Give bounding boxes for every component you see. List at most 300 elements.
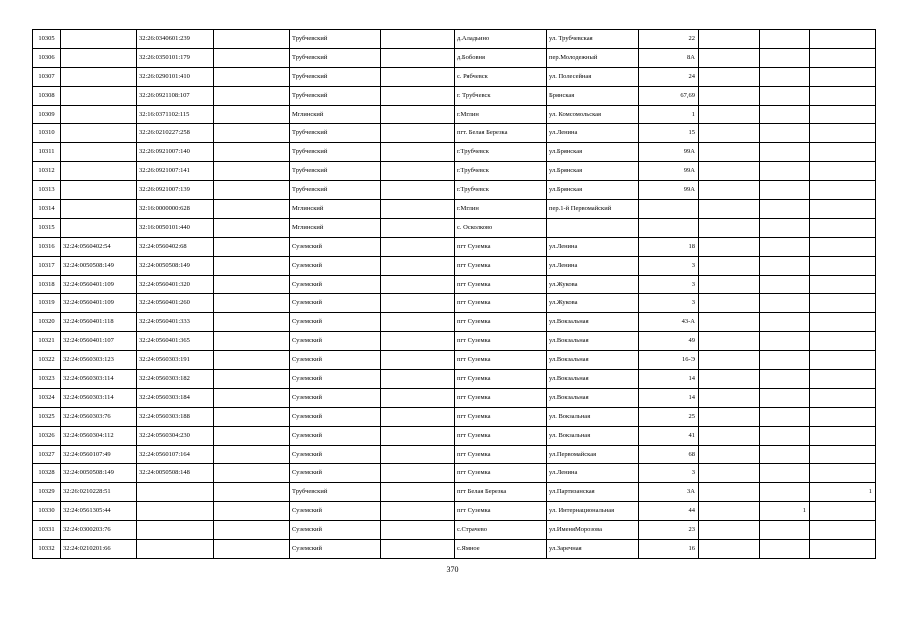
cell-previous-cadastral-number	[61, 143, 137, 162]
cell-locality: пгт Суземка	[455, 502, 547, 521]
cell-cadastral-number: 32:26:0921108:107	[137, 86, 214, 105]
cell-blank	[381, 162, 455, 181]
cell-street: ул.Брянская	[547, 162, 639, 181]
cell-blank	[214, 332, 290, 351]
cell-cadastral-number: 32:24:0560303:191	[137, 351, 214, 370]
cell-column-10	[699, 483, 760, 502]
cell-previous-cadastral-number	[61, 105, 137, 124]
cell-locality: г.Трубчевск	[455, 162, 547, 181]
cell-house-number: 41	[639, 426, 699, 445]
cell-street: пер.1-й Первомайский	[547, 200, 639, 219]
cell-column-10	[699, 256, 760, 275]
cell-blank	[214, 48, 290, 67]
cell-column-11	[760, 67, 810, 86]
cell-cadastral-number: 32:24:0560303:182	[137, 370, 214, 389]
cell-cadastral-number: 32:24:0560304:230	[137, 426, 214, 445]
cell-blank	[381, 332, 455, 351]
cell-district: Трубчевский	[290, 143, 381, 162]
cell-street: ул.Брянская	[547, 143, 639, 162]
cell-house-number: 25	[639, 407, 699, 426]
cell-record-number: 10305	[33, 30, 61, 49]
cell-column-12	[810, 124, 876, 143]
cell-blank	[381, 275, 455, 294]
table-row	[33, 521, 876, 540]
cell-blank	[381, 48, 455, 67]
cell-blank	[381, 237, 455, 256]
table-row	[33, 370, 876, 389]
cell-locality: с. Осколково	[455, 218, 547, 237]
cell-cadastral-number: 32:24:0560107:164	[137, 445, 214, 464]
table-row	[33, 30, 876, 49]
cell-record-number: 10315	[33, 218, 61, 237]
cell-house-number: 3А	[639, 483, 699, 502]
cell-house-number: 3	[639, 275, 699, 294]
cell-blank	[381, 351, 455, 370]
cell-column-10	[699, 294, 760, 313]
cell-column-11	[760, 351, 810, 370]
cell-district: Суземский	[290, 445, 381, 464]
cell-column-11	[760, 388, 810, 407]
cell-locality: г.Трубчевск	[455, 143, 547, 162]
cell-cadastral-number: 32:24:0560401:365	[137, 332, 214, 351]
cell-district: Суземский	[290, 370, 381, 389]
cell-record-number: 10319	[33, 294, 61, 313]
registry-table	[32, 29, 876, 559]
table-row	[33, 483, 876, 502]
cell-column-12	[810, 370, 876, 389]
cell-blank	[214, 464, 290, 483]
cell-street: ул.Заречная	[547, 540, 639, 559]
cell-record-number: 10325	[33, 407, 61, 426]
cell-house-number: 3	[639, 464, 699, 483]
cell-column-10	[699, 521, 760, 540]
cell-house-number: 49	[639, 332, 699, 351]
cell-district: Суземский	[290, 521, 381, 540]
cell-column-10	[699, 48, 760, 67]
cell-street: ул.Брянская	[547, 181, 639, 200]
table-row	[33, 67, 876, 86]
cell-column-10	[699, 143, 760, 162]
cell-column-12	[810, 351, 876, 370]
cell-district: Трубчевский	[290, 124, 381, 143]
cell-column-10	[699, 218, 760, 237]
cell-blank	[214, 200, 290, 219]
cell-locality: пгт Суземка	[455, 426, 547, 445]
cell-cadastral-number: 32:26:0340601:239	[137, 30, 214, 49]
cell-previous-cadastral-number: 32:26:0210228:51	[61, 483, 137, 502]
cell-column-11	[760, 445, 810, 464]
cell-locality: д.Бобовня	[455, 48, 547, 67]
cell-previous-cadastral-number: 32:24:0560303:76	[61, 407, 137, 426]
cell-house-number	[639, 200, 699, 219]
cell-locality: г. Трубчевск	[455, 86, 547, 105]
cell-district: Трубчевский	[290, 30, 381, 49]
cell-previous-cadastral-number: 32:24:0560401:118	[61, 313, 137, 332]
cell-blank	[214, 162, 290, 181]
page-number: 370	[446, 565, 459, 574]
cell-column-10	[699, 124, 760, 143]
cell-column-12	[810, 426, 876, 445]
cell-previous-cadastral-number: 32:24:0300203:76	[61, 521, 137, 540]
cell-column-12	[810, 332, 876, 351]
cell-previous-cadastral-number	[61, 200, 137, 219]
cell-cadastral-number: 32:24:0560401:260	[137, 294, 214, 313]
cell-blank	[214, 370, 290, 389]
cell-locality: пгт Суземка	[455, 445, 547, 464]
table-row	[33, 332, 876, 351]
cell-blank	[381, 200, 455, 219]
table-row	[33, 162, 876, 181]
cell-locality: пгт Суземка	[455, 275, 547, 294]
cell-district: Мглинский	[290, 218, 381, 237]
cell-district: Трубчевский	[290, 67, 381, 86]
cell-column-11	[760, 162, 810, 181]
cell-blank	[214, 313, 290, 332]
cell-street: пер.Молодежный	[547, 48, 639, 67]
cell-blank	[214, 521, 290, 540]
cell-blank	[214, 256, 290, 275]
cell-house-number: 99А	[639, 143, 699, 162]
cell-previous-cadastral-number	[61, 67, 137, 86]
cell-column-10	[699, 237, 760, 256]
cell-column-10	[699, 86, 760, 105]
cell-locality: пгт. Белая Березка	[455, 124, 547, 143]
cell-column-11	[760, 370, 810, 389]
cell-column-10	[699, 67, 760, 86]
cell-column-10	[699, 370, 760, 389]
cell-record-number: 10316	[33, 237, 61, 256]
cell-district: Суземский	[290, 294, 381, 313]
cell-district: Суземский	[290, 540, 381, 559]
cell-column-10	[699, 540, 760, 559]
cell-cadastral-number	[137, 483, 214, 502]
cell-district: Суземский	[290, 502, 381, 521]
cell-column-10	[699, 464, 760, 483]
cell-blank	[381, 313, 455, 332]
table-row	[33, 256, 876, 275]
cell-house-number: 16-Э	[639, 351, 699, 370]
cell-street: ул. Комсомольская	[547, 105, 639, 124]
cell-previous-cadastral-number	[61, 124, 137, 143]
cell-column-12	[810, 407, 876, 426]
cell-blank	[214, 483, 290, 502]
cell-house-number	[639, 218, 699, 237]
cell-locality: пгт Суземка	[455, 237, 547, 256]
cell-column-10	[699, 200, 760, 219]
cell-blank	[381, 540, 455, 559]
cell-previous-cadastral-number	[61, 86, 137, 105]
cell-column-12	[810, 502, 876, 521]
cell-column-10	[699, 407, 760, 426]
cell-column-11	[760, 521, 810, 540]
cell-blank	[381, 388, 455, 407]
cell-previous-cadastral-number: 32:24:0560304:112	[61, 426, 137, 445]
cell-blank	[381, 502, 455, 521]
cell-previous-cadastral-number	[61, 162, 137, 181]
cell-column-12	[810, 67, 876, 86]
cell-column-10	[699, 502, 760, 521]
cell-locality: с.Страчево	[455, 521, 547, 540]
table-row	[33, 445, 876, 464]
cell-column-10	[699, 30, 760, 49]
cell-blank	[381, 124, 455, 143]
cell-blank	[381, 105, 455, 124]
cell-blank	[381, 464, 455, 483]
cell-record-number: 10312	[33, 162, 61, 181]
cell-record-number: 10314	[33, 200, 61, 219]
cell-blank	[214, 502, 290, 521]
cell-record-number: 10313	[33, 181, 61, 200]
cell-column-10	[699, 162, 760, 181]
cell-record-number: 10327	[33, 445, 61, 464]
cell-house-number: 14	[639, 388, 699, 407]
table-row	[33, 86, 876, 105]
cell-column-12	[810, 388, 876, 407]
cell-column-11	[760, 256, 810, 275]
table-row	[33, 237, 876, 256]
cell-cadastral-number: 32:24:0560401:320	[137, 275, 214, 294]
cell-column-10	[699, 105, 760, 124]
cell-record-number: 10321	[33, 332, 61, 351]
cell-column-11	[760, 48, 810, 67]
cell-blank	[381, 426, 455, 445]
cell-column-10	[699, 445, 760, 464]
cell-locality: пгт Суземка	[455, 370, 547, 389]
cell-record-number: 10328	[33, 464, 61, 483]
cell-column-12	[810, 200, 876, 219]
cell-column-10	[699, 351, 760, 370]
cell-blank	[381, 30, 455, 49]
cell-house-number: 18	[639, 237, 699, 256]
cell-street: ул.Жукова	[547, 294, 639, 313]
cell-cadastral-number: 32:24:0560303:188	[137, 407, 214, 426]
cell-house-number: 16	[639, 540, 699, 559]
cell-column-11	[760, 143, 810, 162]
cell-house-number: 3	[639, 256, 699, 275]
cell-column-11	[760, 237, 810, 256]
cell-blank	[214, 445, 290, 464]
cell-column-11	[760, 483, 810, 502]
cell-locality: с.Ямное	[455, 540, 547, 559]
cell-column-11	[760, 332, 810, 351]
cell-column-10	[699, 181, 760, 200]
cell-house-number: 15	[639, 124, 699, 143]
cell-column-12	[810, 48, 876, 67]
cell-blank	[214, 237, 290, 256]
cell-blank	[214, 540, 290, 559]
table-row	[33, 275, 876, 294]
cell-previous-cadastral-number: 32:24:0560303:123	[61, 351, 137, 370]
cell-column-12	[810, 313, 876, 332]
cell-previous-cadastral-number	[61, 30, 137, 49]
cell-district: Суземский	[290, 237, 381, 256]
cell-cadastral-number	[137, 521, 214, 540]
cell-street: ул.Первомайская	[547, 445, 639, 464]
cell-blank	[381, 86, 455, 105]
cell-house-number: 68	[639, 445, 699, 464]
cell-district: Мглинский	[290, 200, 381, 219]
cell-column-12	[810, 521, 876, 540]
cell-blank	[381, 181, 455, 200]
cell-cadastral-number: 32:24:0050508:149	[137, 256, 214, 275]
cell-locality: пгт Суземка	[455, 464, 547, 483]
cell-cadastral-number: 32:26:0921007:140	[137, 143, 214, 162]
cell-district: Суземский	[290, 407, 381, 426]
cell-blank	[214, 30, 290, 49]
cell-previous-cadastral-number	[61, 181, 137, 200]
cell-record-number: 10326	[33, 426, 61, 445]
cell-house-number: 44	[639, 502, 699, 521]
cell-previous-cadastral-number: 32:24:0560401:109	[61, 275, 137, 294]
cell-column-11	[760, 407, 810, 426]
cell-column-12	[810, 105, 876, 124]
cell-house-number: 99А	[639, 162, 699, 181]
cell-previous-cadastral-number: 32:24:0050508:149	[61, 464, 137, 483]
cell-column-10	[699, 332, 760, 351]
registry-table-body	[33, 30, 876, 559]
cell-house-number: 14	[639, 370, 699, 389]
cell-blank	[381, 407, 455, 426]
cell-column-11	[760, 30, 810, 49]
cell-district: Суземский	[290, 256, 381, 275]
table-row	[33, 351, 876, 370]
cell-previous-cadastral-number: 32:24:0560402:54	[61, 237, 137, 256]
cell-column-12	[810, 445, 876, 464]
cell-column-11	[760, 105, 810, 124]
cell-blank	[381, 445, 455, 464]
table-row	[33, 124, 876, 143]
cell-record-number: 10322	[33, 351, 61, 370]
cell-cadastral-number	[137, 502, 214, 521]
cell-record-number: 10330	[33, 502, 61, 521]
cell-locality: с. Рябчевск	[455, 67, 547, 86]
cell-house-number: 22	[639, 30, 699, 49]
cell-blank	[381, 256, 455, 275]
table-row	[33, 388, 876, 407]
cell-record-number: 10329	[33, 483, 61, 502]
cell-blank	[214, 388, 290, 407]
cell-street: ул.Вокзальная	[547, 388, 639, 407]
cell-blank	[214, 124, 290, 143]
cell-house-number: 67,69	[639, 86, 699, 105]
cell-blank	[381, 143, 455, 162]
cell-column-11	[760, 275, 810, 294]
cell-house-number: 3	[639, 294, 699, 313]
cell-previous-cadastral-number: 32:24:0560401:109	[61, 294, 137, 313]
cell-locality: пгт Суземка	[455, 332, 547, 351]
table-row	[33, 105, 876, 124]
cell-street: Брянская	[547, 86, 639, 105]
cell-column-12	[810, 181, 876, 200]
cell-street: ул.Ленина	[547, 464, 639, 483]
cell-cadastral-number: 32:24:0560401:333	[137, 313, 214, 332]
cell-locality: пгт Суземка	[455, 388, 547, 407]
table-row	[33, 181, 876, 200]
cell-street: ул. Полесейная	[547, 67, 639, 86]
cell-locality: г.Мглин	[455, 200, 547, 219]
cell-blank	[381, 67, 455, 86]
cell-record-number: 10309	[33, 105, 61, 124]
cell-column-12	[810, 30, 876, 49]
cell-locality: г.Трубчевск	[455, 181, 547, 200]
cell-column-12: 1	[810, 483, 876, 502]
cell-column-12	[810, 237, 876, 256]
cell-district: Трубчевский	[290, 181, 381, 200]
table-row	[33, 218, 876, 237]
cell-column-10	[699, 275, 760, 294]
cell-column-11	[760, 86, 810, 105]
cell-column-11	[760, 218, 810, 237]
cell-street: ул.Ленина	[547, 237, 639, 256]
cell-blank	[214, 351, 290, 370]
cell-street: ул. Интернациональная	[547, 502, 639, 521]
cell-district: Суземский	[290, 332, 381, 351]
cell-street: ул.Жукова	[547, 275, 639, 294]
table-row	[33, 313, 876, 332]
cell-cadastral-number	[137, 540, 214, 559]
cell-blank	[214, 218, 290, 237]
cell-street: ул. Вокзальная	[547, 407, 639, 426]
cell-column-12	[810, 143, 876, 162]
cell-blank	[381, 483, 455, 502]
cell-cadastral-number: 32:26:0921007:141	[137, 162, 214, 181]
cell-house-number: 24	[639, 67, 699, 86]
cell-cadastral-number: 32:16:0000000:628	[137, 200, 214, 219]
cell-district: Суземский	[290, 464, 381, 483]
table-row	[33, 540, 876, 559]
cell-cadastral-number: 32:24:0050508:148	[137, 464, 214, 483]
cell-previous-cadastral-number: 32:24:0560303:114	[61, 370, 137, 389]
cell-locality: пгт Суземка	[455, 351, 547, 370]
cell-district: Мглинский	[290, 105, 381, 124]
table-row	[33, 407, 876, 426]
cell-previous-cadastral-number: 32:24:0050508:149	[61, 256, 137, 275]
cell-district: Суземский	[290, 275, 381, 294]
cell-cadastral-number: 32:24:0560402:68	[137, 237, 214, 256]
cell-column-12	[810, 275, 876, 294]
cell-previous-cadastral-number: 32:24:0560303:114	[61, 388, 137, 407]
cell-blank	[214, 181, 290, 200]
cell-house-number: 23	[639, 521, 699, 540]
cell-record-number: 10308	[33, 86, 61, 105]
cell-column-11	[760, 313, 810, 332]
cell-column-12	[810, 256, 876, 275]
cell-cadastral-number: 32:26:0290101:410	[137, 67, 214, 86]
cell-district: Трубчевский	[290, 48, 381, 67]
cell-locality: пгт Суземка	[455, 313, 547, 332]
cell-blank	[214, 275, 290, 294]
cell-column-11	[760, 181, 810, 200]
cell-previous-cadastral-number: 32:24:0210201:66	[61, 540, 137, 559]
cell-cadastral-number: 32:26:0350101:179	[137, 48, 214, 67]
cell-district: Суземский	[290, 313, 381, 332]
cell-locality: пгт Суземка	[455, 407, 547, 426]
cell-record-number: 10311	[33, 143, 61, 162]
cell-blank	[214, 105, 290, 124]
cell-record-number: 10323	[33, 370, 61, 389]
cell-column-11	[760, 540, 810, 559]
table-row	[33, 502, 876, 521]
cell-blank	[214, 67, 290, 86]
cell-house-number: 8А	[639, 48, 699, 67]
table-row	[33, 426, 876, 445]
cell-column-12	[810, 162, 876, 181]
cell-column-10	[699, 388, 760, 407]
cell-district: Суземский	[290, 351, 381, 370]
cell-district: Трубчевский	[290, 86, 381, 105]
cell-record-number: 10318	[33, 275, 61, 294]
cell-street: ул.Вокзальная	[547, 370, 639, 389]
